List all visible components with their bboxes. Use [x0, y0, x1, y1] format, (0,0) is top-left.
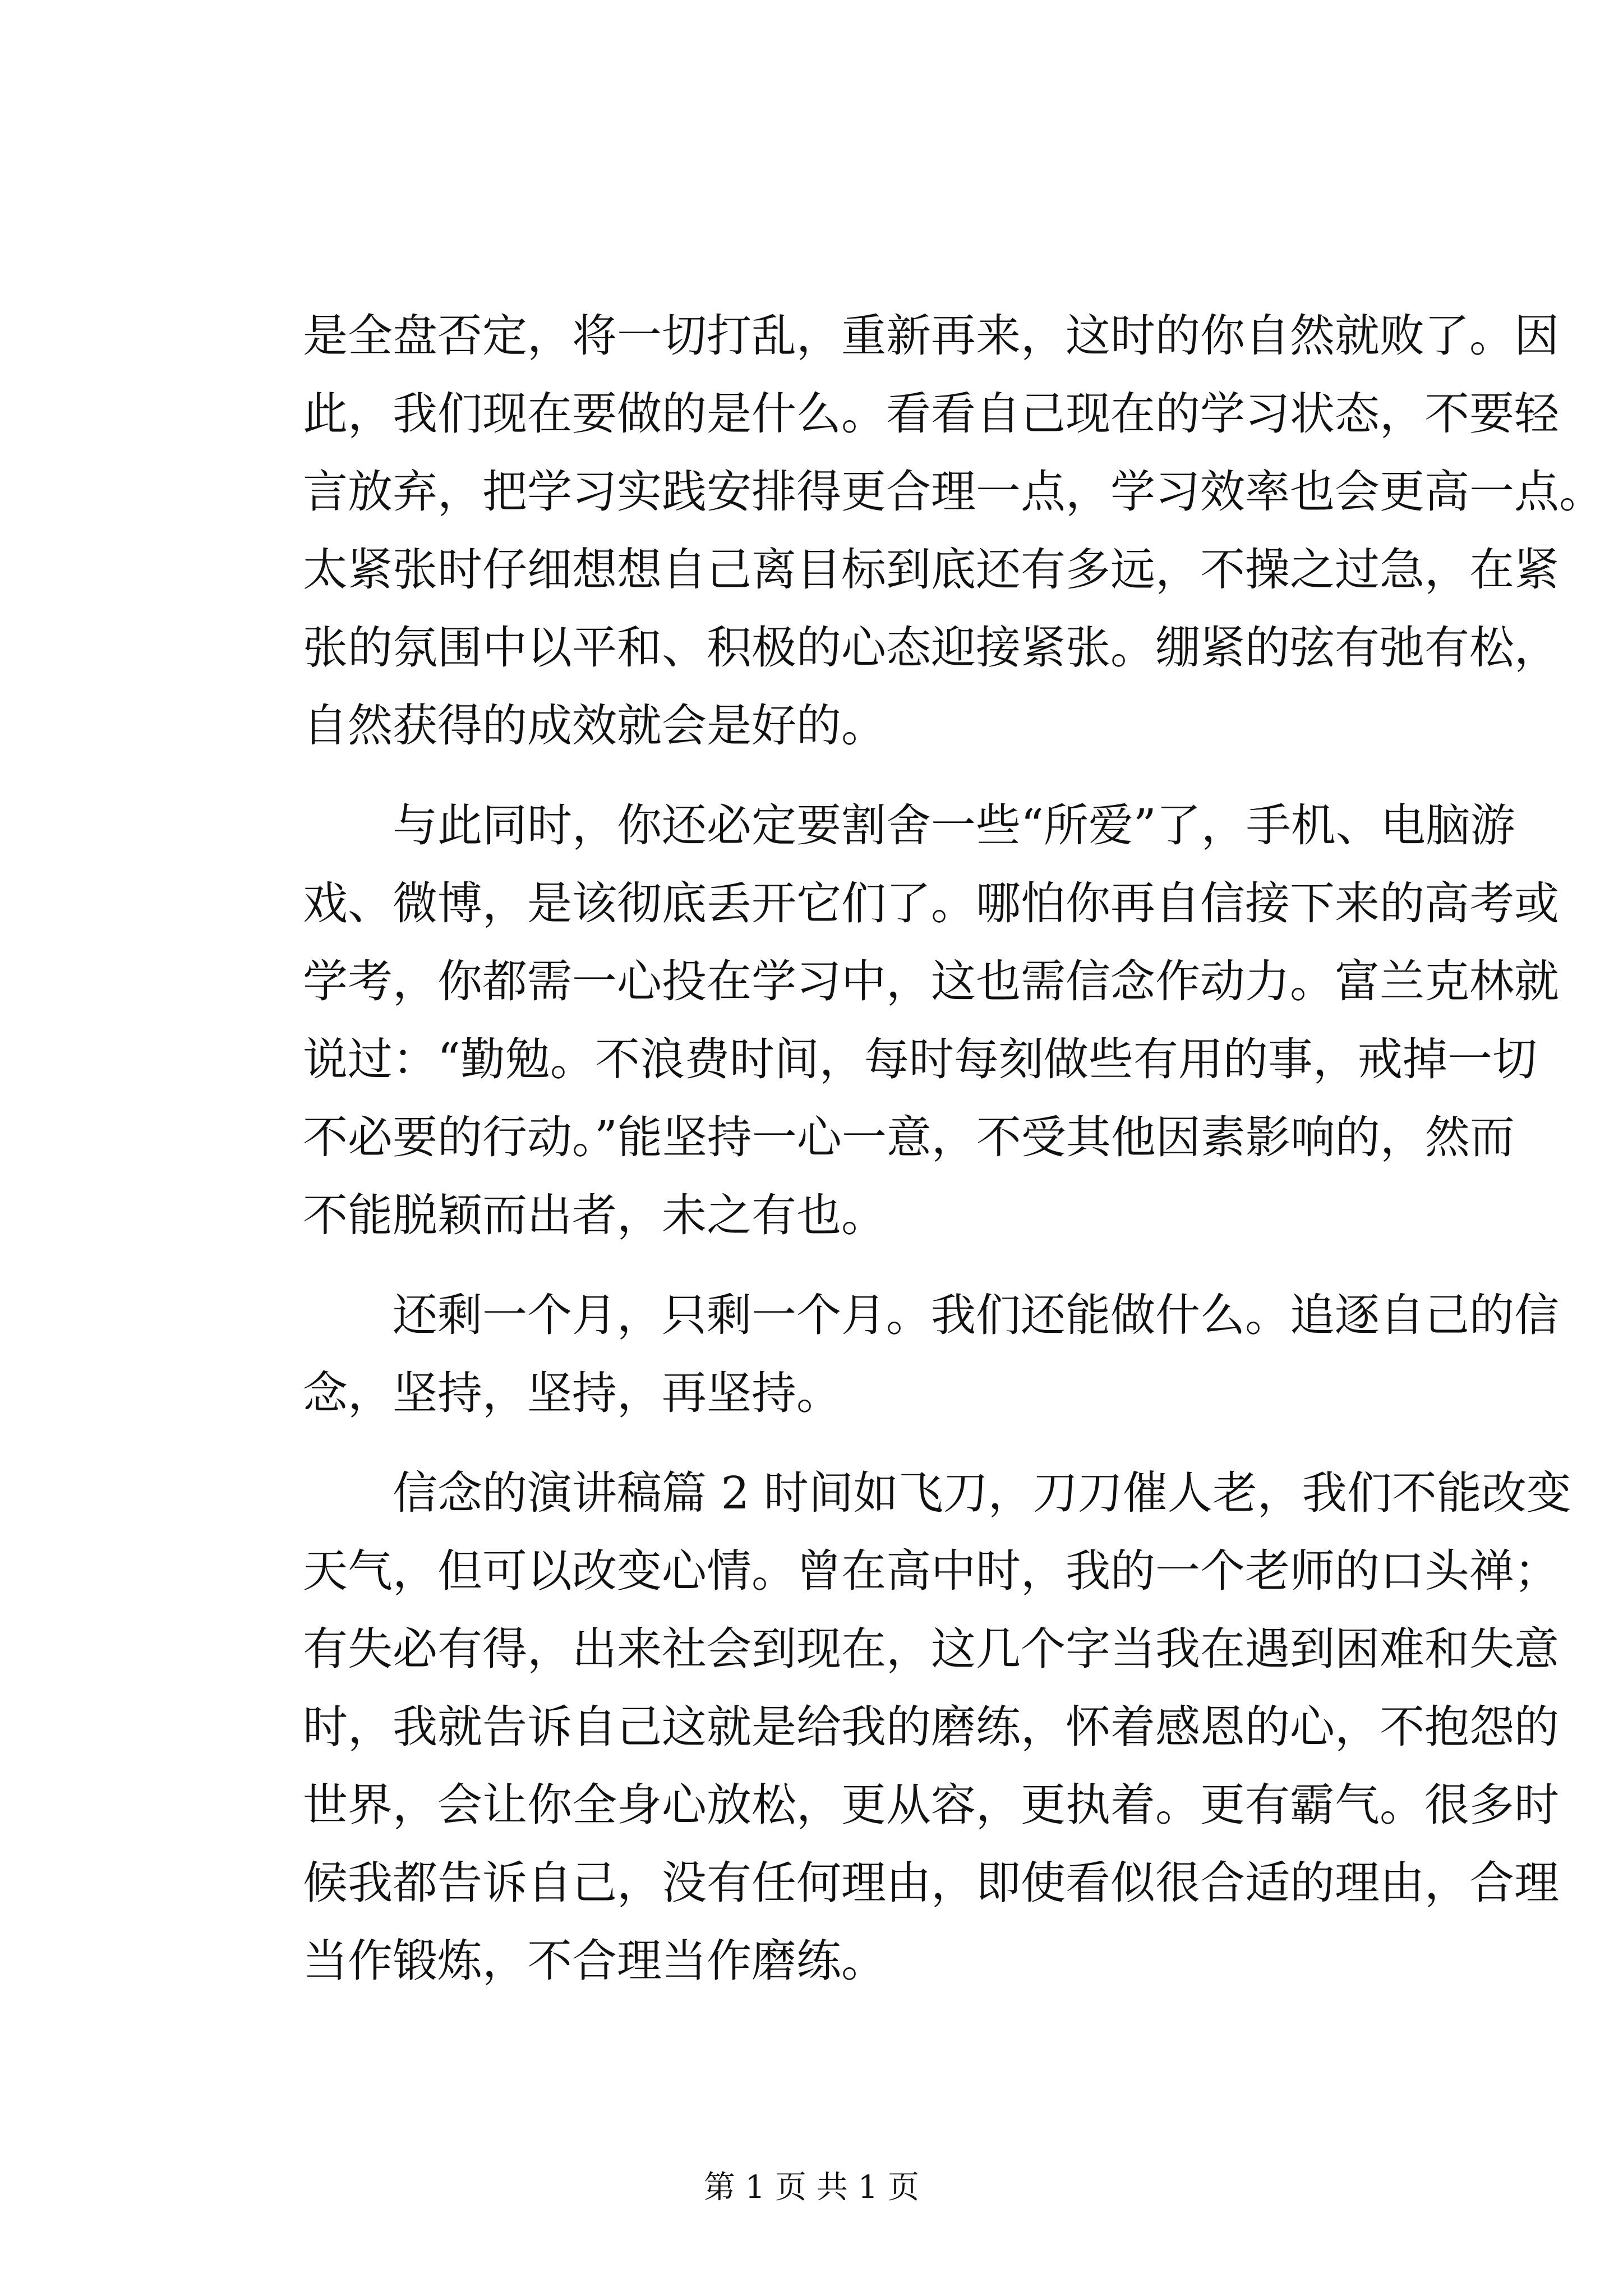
text-line: 言放弃，把学习实践安排得更合理一点，学习效率也会更高一点。 [303, 466, 1604, 518]
text-line: 不能脱颖而出者，未之有也。 [303, 1189, 886, 1241]
text-line: 自然获得的成效就会是好的。 [303, 700, 886, 752]
text-line: 有失必有得，出来社会到现在，这几个字当我在遇到困难和失意 [303, 1623, 1559, 1675]
text-line: 不必要的行动。”能坚持一心一意，不受其他因素影响的，然而 [303, 1111, 1515, 1163]
text-line: 候我都告诉自己，没有任何理由，即使看似很合适的理由，合理 [303, 1857, 1559, 1909]
text-line: 念，坚持，坚持，再坚持。 [303, 1367, 841, 1419]
paragraph-first-line: 与此同时，你还必定要割舍一些“所爱”了，手机、电脑游 [393, 799, 1515, 852]
text-line: 当作锻炼，不合理当作磨练。 [303, 1935, 886, 1987]
text-line: 世界，会让你全身心放松，更从容，更执着。更有霸气。很多时 [303, 1779, 1559, 1831]
text-line: 学考，你都需一心投在学习中，这也需信念作动力。富兰克林就 [303, 955, 1559, 1007]
text-line: 太紧张时仔细想想自己离目标到底还有多远，不操之过急，在紧 [303, 544, 1559, 596]
paragraph-first-line: 信念的演讲稿篇 2 时间如飞刀，刀刀催人老，我们不能改变 [393, 1467, 1571, 1519]
paragraph-first-line: 还剩一个月，只剩一个月。我们还能做什么。追逐自己的信 [393, 1289, 1559, 1341]
text-line: 时，我就告诉自己这就是给我的磨练，怀着感恩的心，不抱怨的 [303, 1701, 1559, 1753]
page-number-footer: 第 1 页 共 1 页 [703, 2169, 920, 2206]
text-line: 戏、微博，是该彻底丢开它们了。哪怕你再自信接下来的高考或 [303, 877, 1559, 930]
text-line: 天气，但可以改变心情。曾在高中时，我的一个老师的口头禅； [303, 1545, 1559, 1597]
text-line: 说过：“勤勉。不浪费时间，每时每刻做些有用的事，戒掉一切 [303, 1033, 1537, 1085]
text-line: 是全盘否定，将一切打乱，重新再来，这时的你自然就败了。因 [303, 310, 1559, 362]
text-line: 张的氛围中以平和、积极的心态迎接紧张。绷紧的弦有弛有松， [303, 622, 1559, 674]
text-line: 此，我们现在要做的是什么。看看自己现在的学习状态，不要轻 [303, 388, 1559, 440]
